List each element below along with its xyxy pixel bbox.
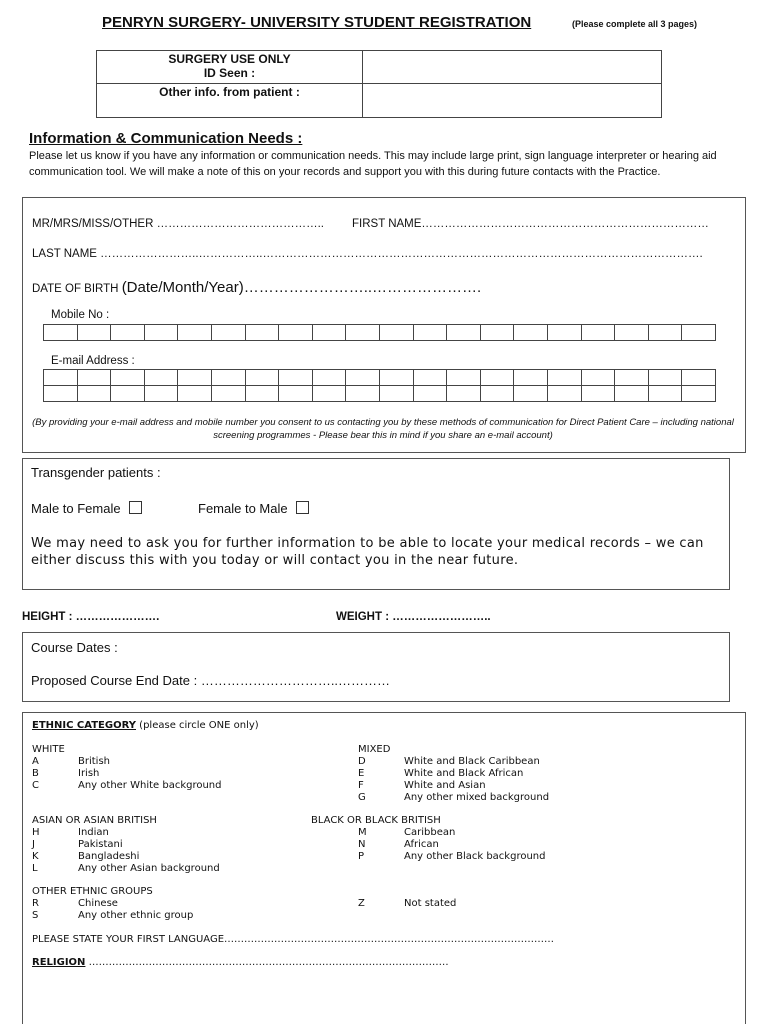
last-name-field[interactable]: LAST NAME ……………………..……………..……………………………………………………………………………………………………. [32,248,703,260]
ethnic-label: Caribbean [404,827,456,838]
ethnic-option[interactable] [32,839,123,851]
ethnic-label: Bangladeshi [78,851,140,862]
mtf-label: Male to Female [31,501,121,516]
ethnic-code: C [32,780,39,791]
ethnic-label: British [78,756,110,767]
email-label: E-mail Address : [51,355,135,367]
id-seen-field[interactable] [363,51,662,84]
surgery-use-label: SURGERY USE ONLY [168,52,291,66]
char-cell[interactable] [380,370,414,386]
char-cell[interactable] [615,386,649,402]
ethnic-label: White and Black Caribbean [404,756,540,767]
transgender-note: We may need to ask you for further information to be able to locate your medical records – we can either discuss this with you today or will contact you in the near future. [31,536,704,568]
ftm-checkbox[interactable] [296,501,309,514]
char-cell[interactable] [582,370,616,386]
ethnic-option[interactable] [358,839,439,851]
char-cell[interactable] [145,386,179,402]
char-cell[interactable] [447,370,481,386]
ethnic-code: D [358,756,366,767]
char-cell[interactable] [380,325,414,341]
religion-dots: ……………………………………………………………………………………………… [85,957,449,968]
email-input-grid[interactable] [43,369,716,402]
ethnic-option[interactable] [358,780,486,792]
title-field[interactable]: MR/MRS/MISS/OTHER …………………………………….. [32,218,324,230]
ethnic-code: B [32,768,39,779]
char-cell[interactable] [548,325,582,341]
ethnic-option[interactable] [32,768,99,780]
char-cell[interactable] [246,370,280,386]
ethnic-code: G [358,792,366,803]
height-field[interactable]: HEIGHT : …………………. [22,611,160,623]
ethnic-label: White and Black African [404,768,524,779]
char-cell[interactable] [346,325,380,341]
dob-format: (Date/Month/Year)……………………..…………………. [121,279,482,296]
ethnic-option[interactable] [32,910,193,922]
mtf-option[interactable] [31,501,142,516]
id-seen-label: ID Seen : [203,66,256,80]
char-cell[interactable] [615,325,649,341]
ethnic-heading-row [32,720,259,732]
char-cell[interactable] [313,386,347,402]
ethnic-code: H [32,827,40,838]
ethnic-label: Any other Asian background [78,863,220,874]
char-cell[interactable] [44,386,78,402]
char-cell[interactable] [414,370,448,386]
religion-field[interactable] [32,957,449,969]
char-cell[interactable] [279,370,313,386]
char-cell[interactable] [582,386,616,402]
ftm-label: Female to Male [198,501,288,516]
ethnic-code: N [358,839,366,850]
char-cell[interactable] [246,325,280,341]
other-info-label: Other info. from patient : [159,85,300,99]
char-cell[interactable] [78,370,112,386]
char-cell[interactable] [514,325,548,341]
char-cell[interactable] [145,325,179,341]
char-cell[interactable] [682,370,716,386]
char-cell[interactable] [111,370,145,386]
first-name-field[interactable]: FIRST NAME………………………………………………………………… [352,218,709,230]
other-info-field[interactable] [363,84,662,118]
char-cell[interactable] [514,386,548,402]
char-cell[interactable] [682,325,716,341]
ethnic-group-heading: WHITE [32,744,65,755]
ethnic-code: E [358,768,365,779]
char-cell[interactable] [111,386,145,402]
ethnic-label: Irish [78,768,100,779]
ethnic-group-heading: MIXED [358,744,391,755]
ethnic-group-heading: OTHER ETHNIC GROUPS [32,886,153,897]
char-cell[interactable] [313,325,347,341]
char-cell[interactable] [481,325,515,341]
char-cell[interactable] [44,370,78,386]
weight-field[interactable]: WEIGHT : …………………….. [336,611,491,623]
dob-label: DATE OF BIRTH [32,283,119,295]
ethnic-group-heading: BLACK OR BLACK BRITISH [311,815,441,826]
consent-text: (By providing your e-mail address and mobile number you consent to us contacting you by these methods of communication for Direct Patient Care – including national screening programmes - Please bear this in mind if you share an e-mail account) [32,417,734,441]
ethnic-group-heading: ASIAN OR ASIAN BRITISH [32,815,157,826]
char-cell[interactable] [615,370,649,386]
first-language-field[interactable]: PLEASE STATE YOUR FIRST LANGUAGE……………………………………………………………………………………… [32,934,555,945]
ethnic-option[interactable] [32,851,139,863]
transgender-heading: Transgender patients : [31,465,161,480]
ethnic-code: M [358,827,367,838]
ethnic-instruction: (please circle ONE only) [136,720,259,731]
char-cell[interactable] [212,370,246,386]
char-cell[interactable] [481,370,515,386]
char-cell[interactable] [548,370,582,386]
char-cell[interactable] [178,325,212,341]
char-cell[interactable] [682,386,716,402]
char-cell[interactable] [279,386,313,402]
course-dates-label: Course Dates : [31,640,118,655]
mtf-checkbox[interactable] [129,501,142,514]
char-cell[interactable] [178,370,212,386]
ethnic-label: Any other Black background [404,851,546,862]
ethnic-label: Chinese [78,898,118,909]
surgery-use-table [96,50,662,118]
page-note: (Please complete all 3 pages) [572,19,698,29]
ethnic-code: A [32,756,39,767]
ethnic-code: J [32,839,35,850]
ethnic-option[interactable] [358,827,455,839]
ethnic-option[interactable] [358,792,549,804]
char-cell[interactable] [212,386,246,402]
char-cell[interactable] [414,386,448,402]
char-cell[interactable] [346,370,380,386]
mobile-input-grid[interactable] [43,324,716,341]
page-title: PENRYN SURGERY- UNIVERSITY STUDENT REGISTRATION [102,14,532,31]
ethnic-option[interactable] [32,898,118,910]
ethnic-label: Any other mixed background [404,792,550,803]
char-cell[interactable] [346,386,380,402]
religion-label: RELIGION [32,957,86,968]
ethnic-heading: ETHNIC CATEGORY [32,720,136,731]
ethnic-label: Any other White background [78,780,222,791]
char-cell[interactable] [380,386,414,402]
char-cell[interactable] [246,386,280,402]
char-cell[interactable] [414,325,448,341]
info-text: Please let us know if you have any information or communication needs. This may include large print, sign language interpreter or hearing aid communication tool. We will make a note of this on your records and support you with this during future contacts with the Practice. [29,150,717,178]
char-cell[interactable] [78,325,112,341]
char-cell[interactable] [145,370,179,386]
char-cell[interactable] [481,386,515,402]
ethnic-option[interactable] [358,768,523,780]
course-box [22,632,730,702]
char-cell[interactable] [447,325,481,341]
char-cell[interactable] [313,370,347,386]
ethnic-label: White and Asian [404,780,486,791]
ethnic-label: Pakistani [78,839,123,850]
ethnic-code: F [358,780,364,791]
ethnic-code: P [358,851,365,862]
ethnic-label: Any other ethnic group [78,910,194,921]
ethnic-label: Indian [78,827,109,838]
ethnic-option[interactable] [358,756,540,768]
char-cell[interactable] [447,386,481,402]
char-cell[interactable] [548,386,582,402]
char-cell[interactable] [178,386,212,402]
char-cell[interactable] [514,370,548,386]
course-end-field[interactable]: Proposed Course End Date : …………………………..………… [31,673,391,688]
ethnic-code: L [32,863,38,874]
mobile-label: Mobile No : [51,309,110,321]
char-cell[interactable] [212,325,246,341]
ethnic-code: R [32,898,39,909]
ethnic-code: K [32,851,39,862]
char-cell[interactable] [649,325,683,341]
ethnic-option[interactable] [32,863,220,875]
dob-field[interactable] [32,279,481,296]
char-cell[interactable] [649,386,683,402]
char-cell[interactable] [279,325,313,341]
char-cell[interactable] [78,386,112,402]
char-cell[interactable] [582,325,616,341]
info-heading: Information & Communication Needs : [29,130,303,147]
ethnic-option[interactable] [32,827,109,839]
char-cell[interactable] [649,370,683,386]
ethnic-label: African [404,839,439,850]
ethnic-option[interactable] [32,756,110,768]
ethnic-label: Not stated [404,898,457,909]
ethnic-option[interactable] [358,898,456,910]
ethnic-option[interactable] [358,851,545,863]
ethnic-code: S [32,910,39,921]
char-cell[interactable] [44,325,78,341]
char-cell[interactable] [111,325,145,341]
ftm-option[interactable] [198,501,309,516]
ethnic-code: Z [358,898,365,909]
ethnic-option[interactable] [32,780,222,792]
